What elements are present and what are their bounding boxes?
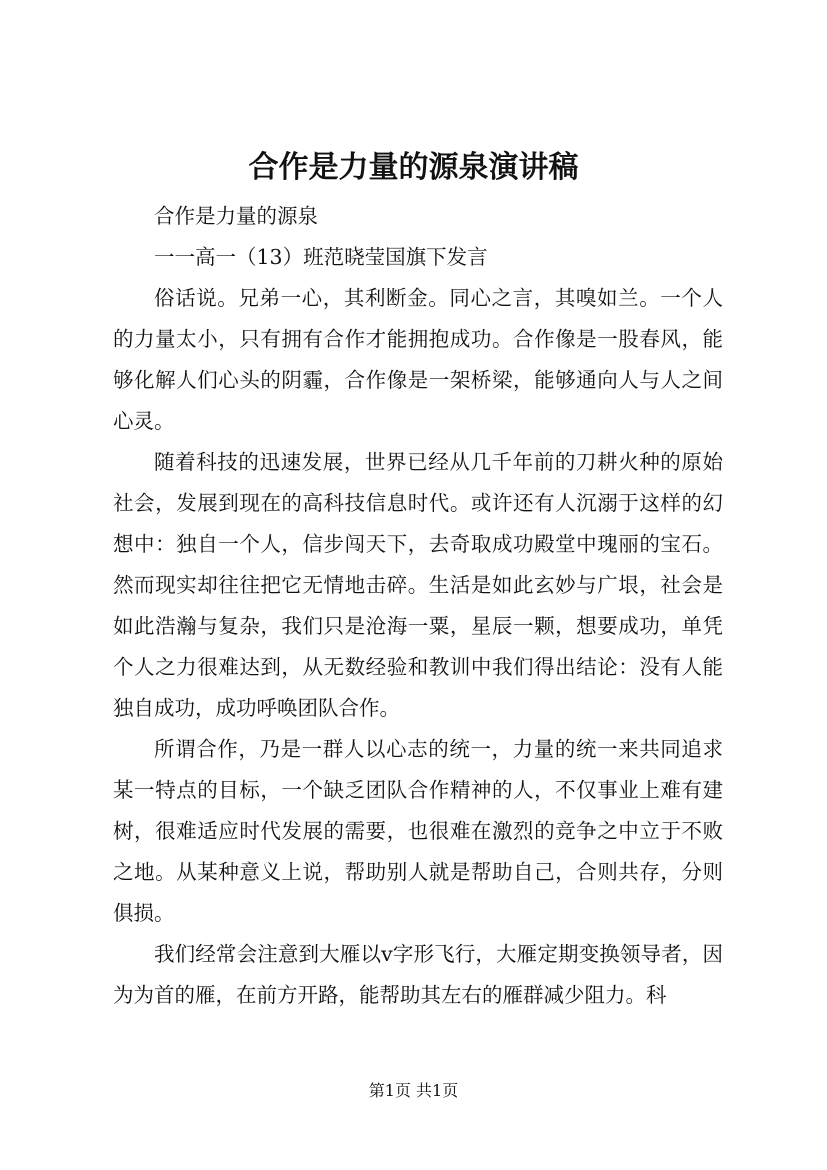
subtitle-line: 合作是力量的源泉 — [154, 204, 318, 228]
body-paragraph: 俗话说。兄弟一心，其利断金。同心之言，其嗅如兰。一个人的力量太小，只有拥有合作才能拥抱成功。合作像是一股春风，能够化解人们心头的阴霾，合作像是一架桥梁，能够通向人与人之间心灵。 — [113, 286, 723, 433]
page-number: 第1页 共1页 — [368, 1081, 459, 1100]
speaker-line: 一一高一（13）班范晓莹国旗下发言 — [154, 245, 488, 269]
document-body — [113, 196, 723, 1016]
body-paragraph: 我们经常会注意到大雁以v字形飞行，大雁定期变换领导者，因为为首的雁，在前方开路，能帮助其左右的雁群减少阻力。科 — [113, 942, 723, 1007]
body-paragraph: 随着科技的迅速发展，世界已经从几千年前的刀耕火种的原始社会，发展到现在的高科技信息时代。或许还有人沉溺于这样的幻想中：独自一个人，信步闯天下，去奇取成功殿堂中瑰丽的宝石。然而现实却往往把它无情地击碎。生活是如此玄妙与广垠，社会是如此浩瀚与复杂，我们只是沧海一粟，星辰一颗，想要成功，单凭个人之力很难达到，从无数经验和教训中我们得出结论：没有人能独自成功，成功呼唤团队合作。 — [113, 450, 723, 720]
document-title: 合作是力量的源泉演讲稿 — [248, 150, 579, 185]
body-paragraph: 所谓合作，乃是一群人以心志的统一，力量的统一来共同追求某一特点的目标，一个缺乏团队合作精神的人，不仅事业上难有建树，很难适应时代发展的需要，也很难在激烈的竞争之中立于不败之地。从某种意义上说，帮助别人就是帮助自己，合则共存，分则俱损。 — [113, 737, 723, 925]
